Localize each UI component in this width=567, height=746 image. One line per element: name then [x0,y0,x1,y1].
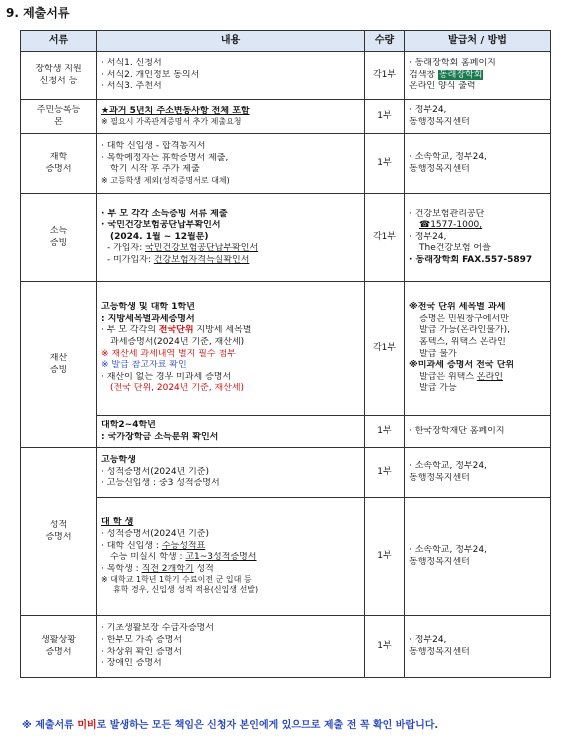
doc-name-cell: 주민등록등 본 [21,100,97,134]
content-cell: · 대학 신입생 - 합격통지서 · 복학예정자는 휴학증명서 제출, 학기 시작 후 추가 제출 ※ 고등학생 제외(성적증명서로 대체) [97,134,365,194]
quantity-cell: 1부 [365,498,405,616]
issuer-cell: · 정부24, 동행정복지센터 [405,616,551,678]
issuer-cell: · 한국장학재단 홈페이지 [405,416,551,448]
table-row [21,616,551,678]
content-cell: 대 학 생 · 성적증명서(2024년 기준) · 대학 신입생 : 수능성적표 수능 미실시 학생 : 고1~3성적증명서 · 복학생 : 직전 2개학기 성적 ※ 대학교 1학년 1학기 수료이전 군 입대 등 휴학 경우, 신입생 성적 적용(신입생 선발) [97,498,365,616]
issuer-cell: · 소속학교, 정부24, 동행정복지센터 [405,134,551,194]
table-row [21,282,551,416]
table-row [21,498,551,616]
doc-name-cell: 장학생 지원 신청서 등 [21,52,97,100]
quantity-cell: 1부 [365,416,405,448]
table-row [21,134,551,194]
table-header-row [21,31,551,52]
content-cell: · 기초생활보장 수급자증명서 · 한부모 가족 증명서 · 차상위 확인 증명서 · 장애인 증명서 [97,616,365,678]
quantity-cell: 1부 [365,448,405,498]
doc-name-cell: 소득 증빙 [21,194,97,282]
issuer-cell: · 소속학교, 정부24, 동행정복지센터 [405,498,551,616]
header-content: 내용 [97,31,365,52]
table-row [21,52,551,100]
content-cell: ★과거 5년치 주소변동사항 전체 포함 ※ 필요시 가족관계증명서 추가 제출요청 [97,100,365,134]
header-quantity: 수량 [365,31,405,52]
doc-name-cell: 재학 증명서 [21,134,97,194]
issuer-cell: · 소속학교, 정부24, 동행정복지센터 [405,448,551,498]
issuer-cell: ※전국 단위 세목별 과세 증명은 민원창구에서만 발급 가능(온라인불가), 홈텍스, 위택스 온라인 발급 불가 ※미과세 증명서 전국 단위 발급은 위택스 온라인 발급 가능 [405,282,551,416]
content-cell: · 부 모 각각 소득증빙 서류 제출 · 국민건강보험공단납부확인서 (2024. 1월 ~ 12월분) - 가입자: 국민건강보험공단납부확인서 - 미가입자: 건강보험자격득실확인서 [97,194,365,282]
table-row [21,448,551,498]
quantity-cell: 각1부 [365,282,405,416]
quantity-cell: 각1부 [365,52,405,100]
doc-name-cell: 생활상황 증명서 [21,616,97,678]
content-cell: · 서식1. 신청서 · 서식2. 개인정보 동의서 · 서식3. 추천서 [97,52,365,100]
table-row [21,416,551,448]
table-row [21,194,551,282]
content-cell: 고등학생 및 대학 1학년 : 지방세목별과세증명서 · 부 모 각각의 전국단위 지방세 세목별 과세증명서(2024년 기준, 재산세) ※ 재산세 과세내역 별지 필수 첨부 ※ 발급 참고자료 확인 · 재산이 없는 경우 미과세 증명서 (전국 단위, 2024년 기준, 재산세) [97,282,365,416]
documents-table [20,30,551,678]
doc-name-cell: 재산 증빙 [21,282,97,448]
section-title: 9. 제출서류 [6,6,70,20]
footer-notice: ※ 제출서류 미비로 발생하는 모든 책임은 신청자 본인에게 있으므로 제출 전 꼭 확인 바랍니다. [22,720,439,731]
doc-name-cell: 성적 증명서 [21,448,97,616]
issuer-cell: · 건강보험관리공단 ☎1577-1000, · 정부24, The건강보험 어플 · 동래장학회 FAX.557-5897 [405,194,551,282]
highlighted-search-term: 동래장학회 [438,69,483,80]
issuer-cell: · 정부24, 동행정복지센터 [405,100,551,134]
quantity-cell: 각1부 [365,194,405,282]
quantity-cell: 1부 [365,134,405,194]
quantity-cell: 1부 [365,100,405,134]
header-document: 서류 [21,31,97,52]
header-issuer: 발급처 / 방법 [405,31,551,52]
issuer-cell: · 동래장학회 홈페이지 검색창 동래장학회 온라인 양식 출력 [405,52,551,100]
content-cell: 대학2~4학년 : 국가장학금 소득분위 확인서 [97,416,365,448]
content-cell: 고등학생 · 성적증명서(2024년 기준) · 고등신입생 : 중3 성적증명서 [97,448,365,498]
quantity-cell: 1부 [365,616,405,678]
table-row [21,100,551,134]
